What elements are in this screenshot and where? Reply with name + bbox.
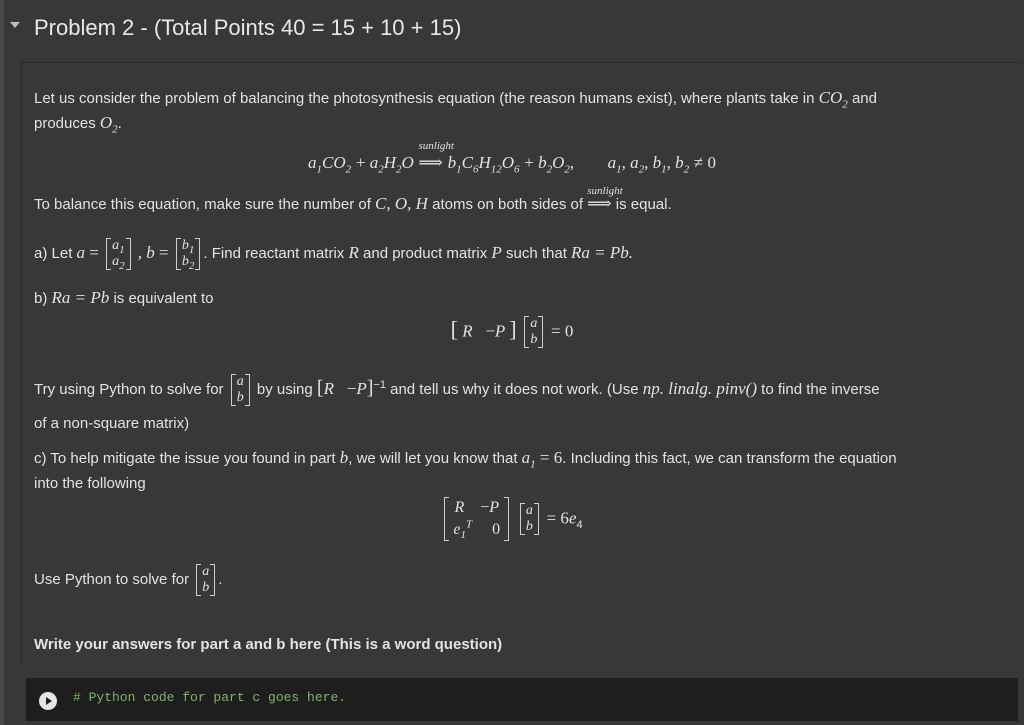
part-a-such: such that [505,244,567,262]
intro-line-2: produces $O_2$. [34,113,122,136]
part-b-prefix: b) [34,290,48,307]
vector-ab-c: a b [520,503,539,535]
matrix-equation-c: R −P $e_1^T$ 0 a $b = 6e_4$ [0,497,1024,541]
try-python-line-2: of a non-square matrix) [34,415,190,432]
left-sidebar-strip [0,0,4,725]
vector-b: $b_1$ $b_2$ [176,238,201,270]
o2-symbol: O [99,113,113,132]
part-a-R: R [348,242,359,262]
matrix-equation-b: [ R −P ] a b = 0 [450,316,574,347]
part-a-equation: Ra = Pb. [571,242,634,262]
o2-formula: $O_2$ [99,113,118,136]
use-python-line: Use Python to solve for a b . [34,564,223,595]
vector-ab: a b [524,316,543,348]
pinv-function: np. linalg. pinv() [642,378,757,398]
part-b-equation: Ra = Pb [51,288,110,307]
photosynthesis-equation: $a_1CO_2 + a_2H_2O$ sunlight ⟹ $b_1C_6H_{12}O_6 + b_2O_2$, $a_1$, $a_2$, $b_1$, $b_2 \ne 0$ [308,140,716,176]
augmented-matrix: R −P $e_1^T$ 0 [444,497,509,541]
part-c-text-3: . Including this fact, we can transform the equation [562,450,897,467]
part-c-line: c) To help mitigate the issue you found in part b, we will let you know that $a_1 = 6$. Including this fact, we can transform the equation [34,448,897,471]
balance-line [34,185,672,217]
vector-a: $a_1$ $a_2$ [106,238,131,270]
use-python-text: Use Python to solve for [34,570,190,588]
part-a-prefix: a) Let [34,244,73,262]
try-prefix: Try using Python to solve for [34,380,224,398]
balance-text-3: is equal. [615,196,672,213]
part-c-b: b [339,448,349,467]
part-a-suffix: . Find reactant matrix [203,244,345,262]
intro-line-1 [34,86,877,111]
intro-text: Let us consider the problem of balancing the photosynthesis equation (the reason humans exist), where plants take in [34,90,815,107]
sunlight-arrow-inline: sunlight ⟹ [587,192,611,217]
balance-text: To balance this equation, make sure the number of [34,196,371,213]
vector-ab-inline: a b [231,374,250,406]
try-python-line: Try using Python to solve for a b by using $[R -P]^{-1}$ and tell us why it does not work. (Use np. linalg. pinv() to find the inverse [34,374,880,405]
section-title: Problem 2 - (Total Points 40 = 15 + 10 + 15) [34,15,462,40]
co2-formula: $CO_2$ [818,88,848,111]
intro-and: and [851,90,877,107]
atoms-symbols: C, O, H [375,194,428,213]
code-editor[interactable]: # Python code for part c goes here. [73,690,347,705]
sunlight-label: sunlight [418,140,454,152]
sunlight-arrow: sunlight ⟹ [418,140,454,172]
collapse-chevron-icon[interactable] [10,22,20,28]
part-c-text-2: , we will let you know that [348,450,518,467]
try-suffix-2: to find the inverse [761,380,880,398]
intro-produces: produces [34,115,96,132]
part-b-line [34,286,214,311]
part-a-line: a) Let $a = a_1$ $a_2$ , $b = b_1$ $b_2$. Find reactant matrix R and product matrix P such that Ra = Pb. [34,238,634,272]
vector-ab-use: a b [196,564,215,596]
part-c-text-1: c) To help mitigate the issue you found in part [34,450,336,467]
section-header[interactable] [0,0,1024,62]
co2-symbol: CO [818,88,843,107]
try-mid: by using [256,380,313,398]
sunlight-label-inline: sunlight [587,185,623,197]
part-a-P: P [491,242,502,262]
balance-text-2: atoms on both sides of [432,196,584,213]
run-cell-button[interactable] [39,692,57,710]
write-answers-line: Write your answers for part a and b here (This is a word question) [34,636,503,653]
try-suffix: and tell us why it does not work. (Use [390,380,639,398]
part-c-line-2: into the following [34,475,146,492]
part-a-and: and product matrix [363,244,488,262]
part-b-suffix: is equivalent to [113,290,214,307]
